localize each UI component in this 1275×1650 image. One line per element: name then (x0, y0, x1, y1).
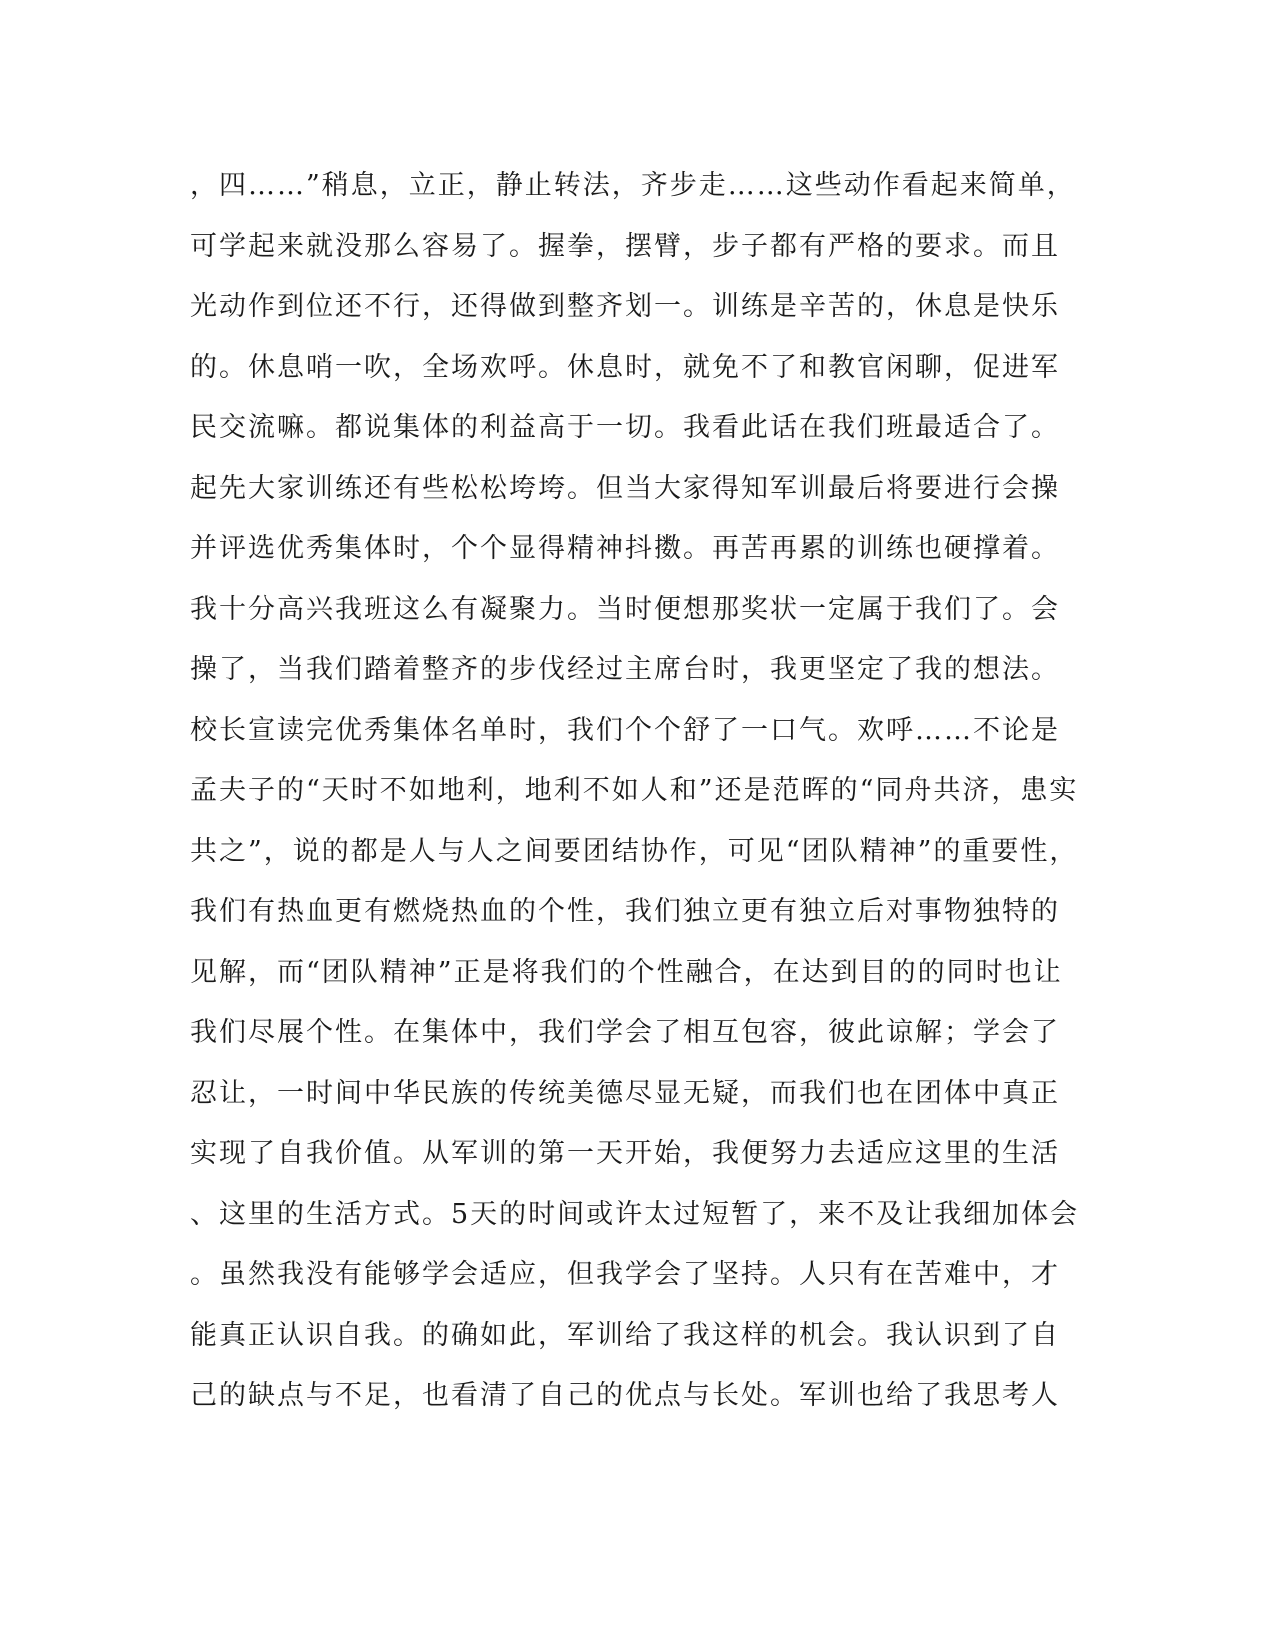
body-text (190, 166, 1090, 1437)
text-line: 共之”，说的都是人与人之间要团结协作，可见“团队精神”的重要性， (190, 835, 1079, 867)
text-line: 操了，当我们踏着整齐的步伐经过主席台时，我更坚定了我的想法。 (190, 654, 1060, 685)
text-line: 光动作到位还不行，还得做到整齐划一。训练是辛苦的，休息是快乐 (190, 291, 1060, 322)
text-line: 孟夫子的“天时不如地利，地利不如人和”还是范晖的“同舟共济，患实 (190, 775, 1079, 806)
text-line: 能真正认识自我。的确如此，军训给了我这样的机会。我认识到了自 (190, 1319, 1060, 1351)
text-line: 我们有热血更有燃烧热血的个性，我们独立更有独立后对事物独特的 (190, 896, 1060, 927)
text-line: 见解，而“团队精神”正是将我们的个性融合，在达到目的的同时也让 (190, 956, 1063, 988)
text-line: 校长宣读完优秀集体名单时，我们个个舒了一口气。欢呼……不论是 (190, 714, 1060, 746)
text-line: ，四……”稍息，立正，静止转法，齐步走……这些动作看起来简单， (190, 170, 1076, 201)
text-line: 。虽然我没有能够学会适应，但我学会了坚持。人只有在苦难中，才 (190, 1259, 1060, 1290)
text-line: 实现了自我价值。从军训的第一天开始，我便努力去适应这里的生活 (190, 1138, 1060, 1169)
text-line: 起先大家训练还有些松松垮垮。但当大家得知军训最后将要进行会操 (190, 472, 1060, 504)
text-line: 民交流嘛。都说集体的利益高于一切。我看此话在我们班最适合了。 (190, 412, 1060, 443)
text-line: 忍让，一时间中华民族的传统美德尽显无疑，而我们也在团体中真正 (190, 1077, 1060, 1109)
text-line: 我们尽展个性。在集体中，我们学会了相互包容，彼此谅解；学会了 (190, 1017, 1060, 1048)
text-line: 并评选优秀集体时，个个显得精神抖擞。再苦再累的训练也硬撑着。 (190, 533, 1060, 564)
text-line: 我十分高兴我班这么有凝聚力。当时便想那奖状一定属于我们了。会 (190, 593, 1060, 625)
text-line: 己的缺点与不足，也看清了自己的优点与长处。军训也给了我思考人 (190, 1380, 1060, 1411)
text-line: 、这里的生活方式。5天的时间或许太过短暂了，来不及让我细加体会 (190, 1198, 1080, 1230)
text-line: 可学起来就没那么容易了。握拳，摆臂，步子都有严格的要求。而且 (190, 230, 1060, 262)
text-line: 的。休息哨一吹，全场欢呼。休息时，就免不了和教官闲聊，促进军 (190, 351, 1060, 383)
